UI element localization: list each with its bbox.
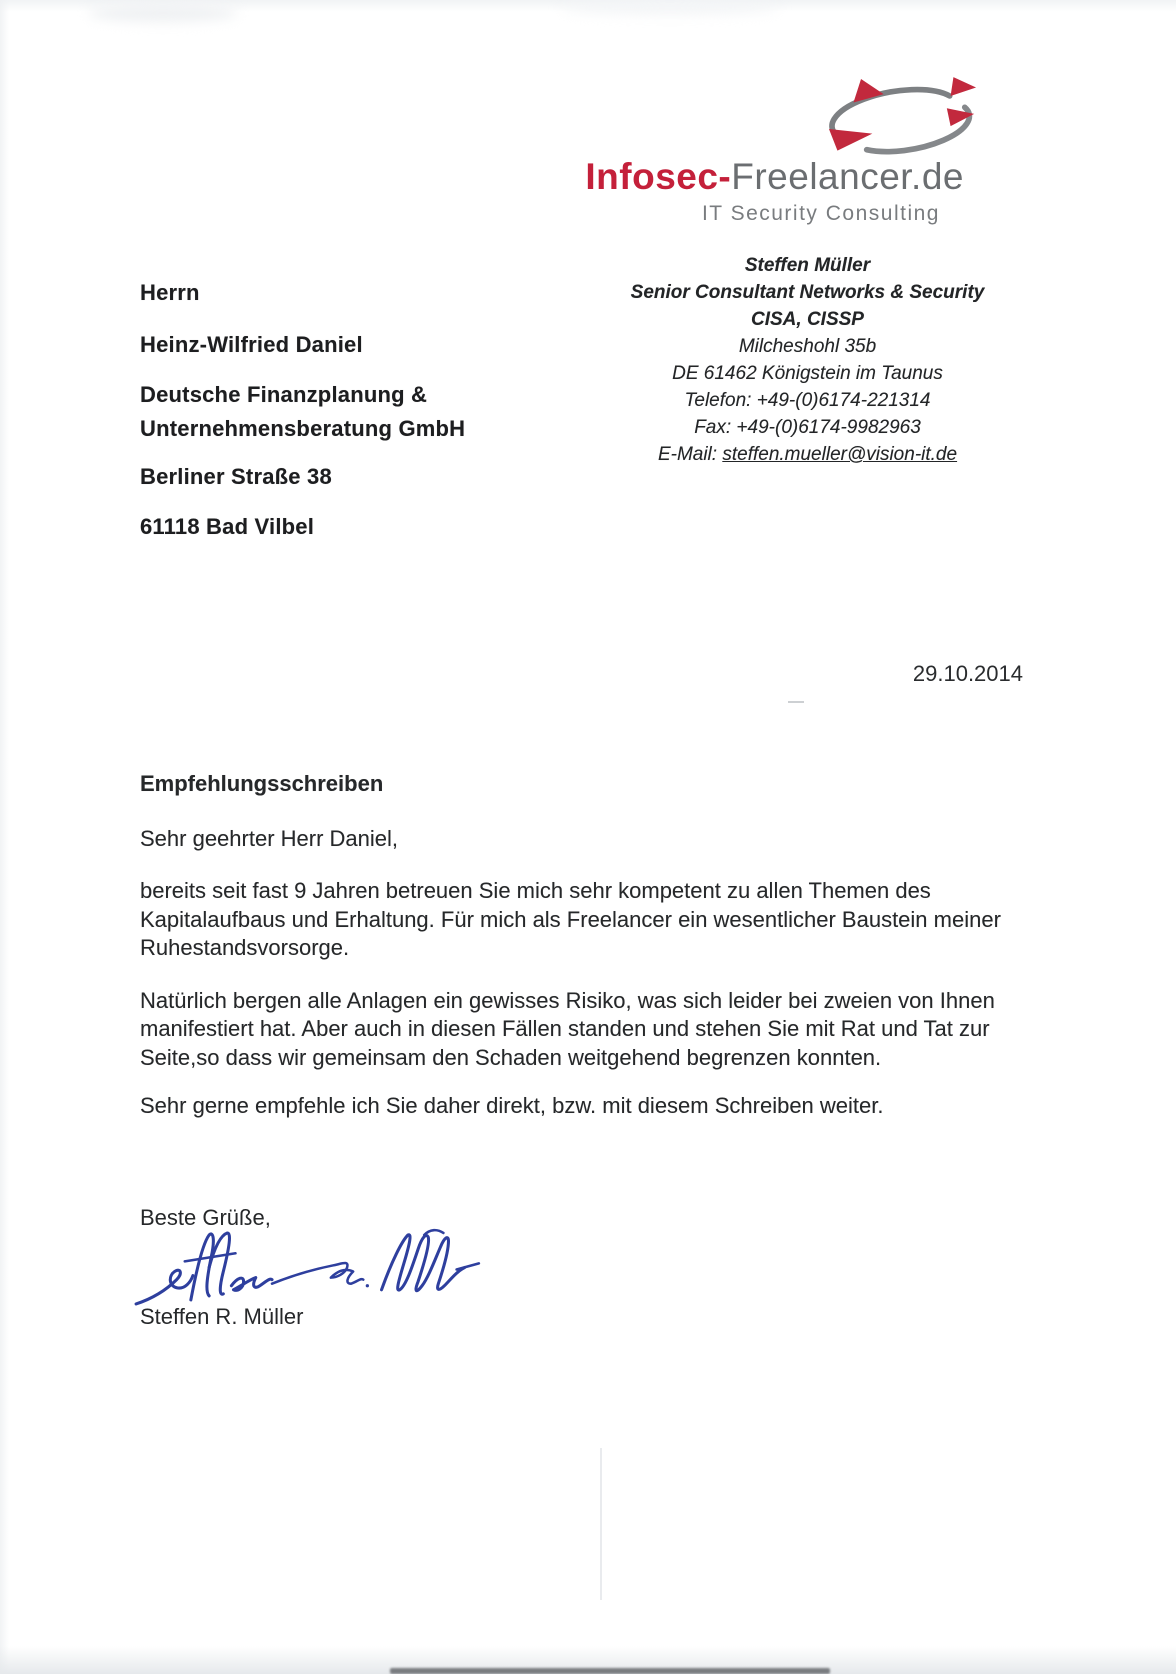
sender-title: Senior Consultant Networks & Security [630, 282, 985, 303]
letter-date: 29.10.2014 [912, 661, 1023, 686]
letter-closing: Beste Grüße, [140, 1205, 271, 1230]
sender-name: Steffen Müller [744, 255, 871, 276]
sender-city: DE 61462 Königstein im Taunus [672, 363, 943, 384]
sender-street: Milcheshohl 35b [738, 336, 877, 357]
letter-paragraph: Sehr gerne empfehle ich Sie daher direkt, bzw. mit diesem Schreiben weiter. [140, 1093, 884, 1118]
brand-wordmark-infosec: Infosec- [585, 156, 732, 197]
recipient-block [140, 280, 570, 540]
recipient-company-line1: Deutsche Finanzplanung & [140, 382, 428, 407]
sender-email-label: E-Mail: [657, 444, 723, 465]
sender-certifications: CISA, CISSP [751, 309, 864, 330]
sender-email-line [580, 441, 1035, 468]
signature-printed-name: Steffen R. Müller [140, 1304, 304, 1329]
letter-body [140, 770, 1030, 1121]
recipient-street: Berliner Straße 38 [140, 464, 332, 489]
brand-wordmark [504, 156, 964, 198]
recipient-company-line2: Unternehmensberatung GmbH [140, 416, 466, 441]
sender-email-address: steffen.mueller@vision-it.de [722, 444, 958, 465]
sender-fax: Fax: +49-(0)6174-9982963 [694, 417, 921, 438]
brand-tagline: IT Security Consulting [701, 202, 940, 225]
handwritten-signature [130, 1226, 485, 1314]
fold-mark [788, 701, 804, 703]
scan-bottom-bar [390, 1668, 830, 1674]
brand-wordmark-freelancer: Freelancer.de [731, 156, 964, 197]
scan-edge-left [0, 0, 9, 1674]
recipient-name: Heinz-Wilfried Daniel [140, 332, 363, 357]
orbit-arrows-logo-icon [812, 74, 977, 166]
sender-block [580, 252, 1035, 468]
sender-phone: Telefon: +49-(0)6174-221314 [684, 390, 931, 411]
letter-subject: Empfehlungsschreiben [140, 771, 384, 796]
letter-paragraph: Natürlich bergen alle Anlagen ein gewisses Risiko, was sich leider bei zweien von Ihnen manifestiert hat. Aber auch in diesen Fällen standen und stehen Sie mit Rat und Tat zur Seite,so dass wir gemeinsam den Schaden weitgehend begrenzen konnten. [140, 987, 995, 1070]
recipient-city: 61118 Bad Vilbel [140, 514, 315, 539]
scan-crease-line [600, 1448, 602, 1600]
letter-paragraph: bereits seit fast 9 Jahren betreuen Sie mich sehr kompetent zu allen Themen des Kapitalaufbaus und Erhaltung. Für mich als Freelancer ein wesentlicher Baustein meiner Ruhestandsvorsorge. [140, 878, 1001, 960]
scan-smudge [560, 2, 780, 14]
recipient-salutation: Herrn [140, 280, 200, 305]
letter-greeting: Sehr geehrter Herr Daniel, [140, 825, 399, 851]
scan-smudge [88, 4, 238, 22]
